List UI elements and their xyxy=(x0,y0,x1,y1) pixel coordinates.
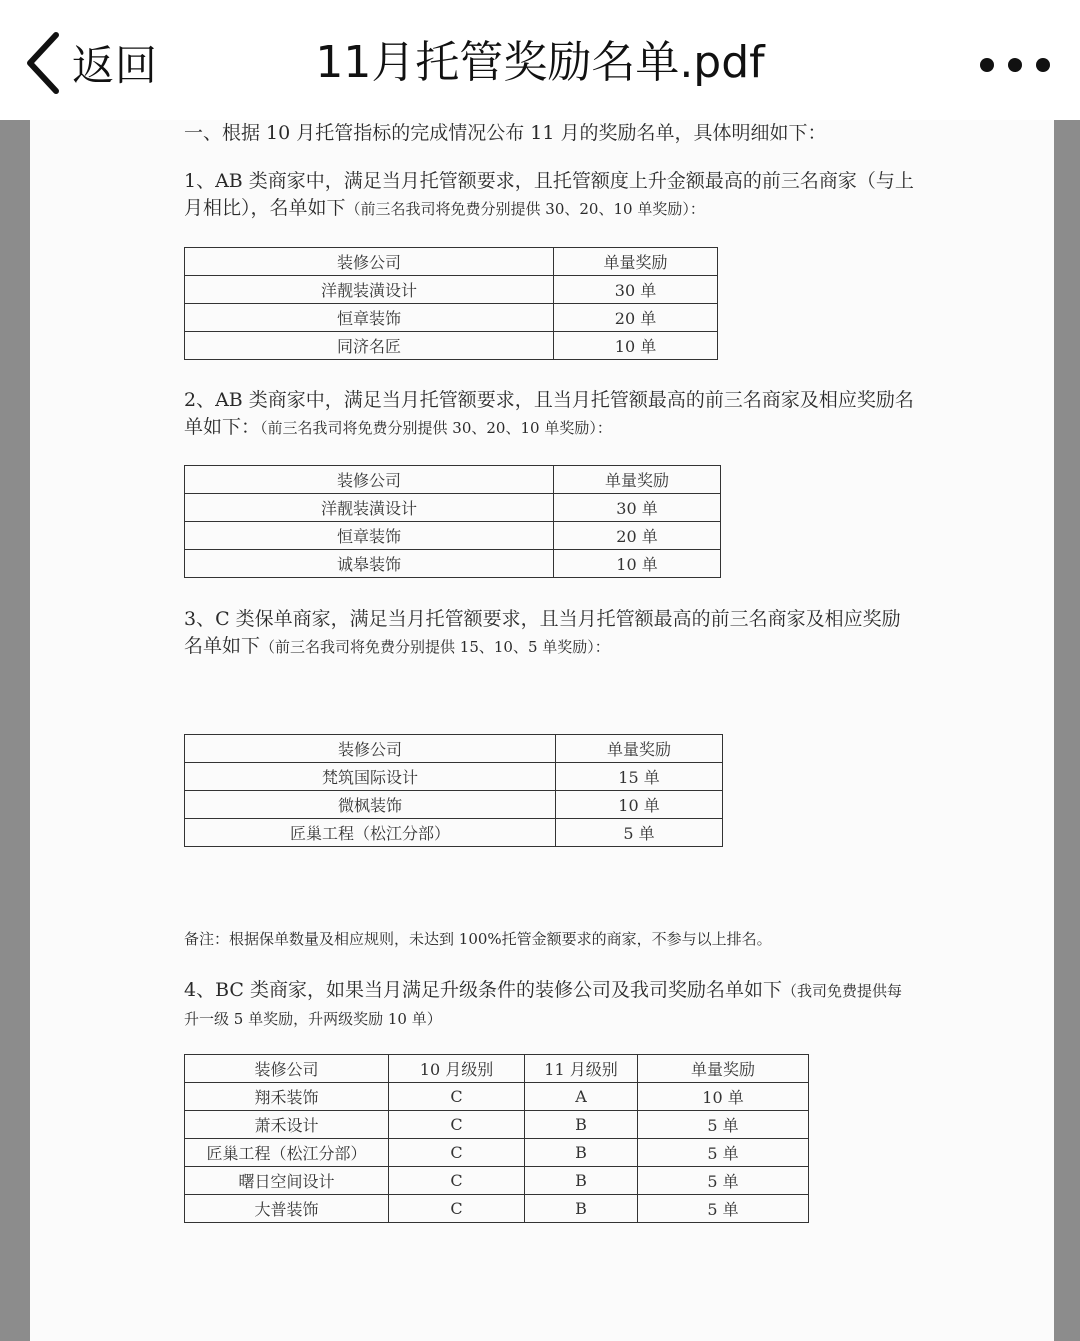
company-cell: 同济名匠 xyxy=(185,332,554,360)
company-cell: 诚皋装饰 xyxy=(185,550,554,578)
intro-paragraph: 一、根据 10 月托管指标的完成情况公布 11 月的奖励名单，具体明细如下： xyxy=(184,122,827,144)
table-row xyxy=(185,791,723,819)
pdf-page xyxy=(30,120,1054,1341)
reward-cell: 5 单 xyxy=(638,1139,809,1167)
reward-cell: 5 单 xyxy=(638,1111,809,1139)
nov-level-cell: B xyxy=(525,1195,638,1223)
oct-level-cell: C xyxy=(389,1111,525,1139)
reward-cell: 5 单 xyxy=(638,1167,809,1195)
nov-level-cell: B xyxy=(525,1111,638,1139)
pdf-viewer[interactable] xyxy=(0,120,1080,1341)
page-title: 11月托管奖励名单.pdf xyxy=(315,37,765,88)
table-row xyxy=(185,332,718,360)
oct-level-cell: C xyxy=(389,1139,525,1167)
header-cell: 装修公司 xyxy=(185,1055,389,1083)
company-cell: 微枫装饰 xyxy=(185,791,556,819)
company-cell: 恒章装饰 xyxy=(185,522,554,550)
oct-level-cell: C xyxy=(389,1195,525,1223)
reward-cell: 10 单 xyxy=(556,791,723,819)
section1-note: （前三名我司将免费分别提供 30、20、10 单奖励）： xyxy=(345,200,705,218)
header-cell: 11 月级别 xyxy=(525,1055,638,1083)
table-header-row xyxy=(185,735,723,763)
table-row xyxy=(185,1167,809,1195)
section2-text: 2、AB 类商家中，满足当月托管额要求，且当月托管额最高的前三名商家及相应奖励名单如下： xyxy=(184,389,914,438)
table-row xyxy=(185,494,721,522)
chevron-left-icon xyxy=(22,31,66,95)
table-c-top xyxy=(184,734,723,847)
reward-cell: 5 单 xyxy=(556,819,723,847)
table-ab-rise xyxy=(184,247,718,360)
section3-text: 3、C 类保单商家，满足当月托管额要求，且当月托管额最高的前三名商家及相应奖励名单如下 xyxy=(184,608,901,657)
header-cell: 装修公司 xyxy=(185,248,554,276)
nov-level-cell: B xyxy=(525,1139,638,1167)
reward-cell: 30 单 xyxy=(554,276,718,304)
header-cell: 装修公司 xyxy=(185,735,556,763)
back-button[interactable] xyxy=(22,28,158,98)
reward-cell: 10 单 xyxy=(554,550,721,578)
nov-level-cell: A xyxy=(525,1083,638,1111)
table-row xyxy=(185,763,723,791)
section2-note: （前三名我司将免费分别提供 30、20、10 单奖励）： xyxy=(260,419,612,437)
oct-level-cell: C xyxy=(389,1083,525,1111)
section4-text: 4、BC 类商家，如果当月满足升级条件的装修公司及我司奖励名单如下 xyxy=(184,979,782,1001)
section4-paragraph xyxy=(184,977,914,1033)
table-row xyxy=(185,1139,809,1167)
section3-paragraph xyxy=(184,606,914,661)
header-cell: 单量奖励 xyxy=(554,466,721,494)
table-row xyxy=(185,1083,809,1111)
remark-text: 备注：根据保单数量及相应规则，未达到 100%托管金额要求的商家，不参与以上排名。 xyxy=(184,930,772,948)
more-icon-dot xyxy=(1036,58,1050,72)
company-cell: 洋靓装潢设计 xyxy=(185,494,554,522)
company-cell: 恒章装饰 xyxy=(185,304,554,332)
section2-paragraph xyxy=(184,387,914,442)
reward-cell: 20 单 xyxy=(554,304,718,332)
company-cell: 曙日空间设计 xyxy=(185,1167,389,1195)
company-cell: 翔禾装饰 xyxy=(185,1083,389,1111)
table-header-row xyxy=(185,1055,809,1083)
section1-paragraph xyxy=(184,168,914,223)
table-row xyxy=(185,276,718,304)
reward-cell: 30 单 xyxy=(554,494,721,522)
header-cell: 单量奖励 xyxy=(554,248,718,276)
nov-level-cell: B xyxy=(525,1167,638,1195)
back-label: 返回 xyxy=(72,41,159,90)
oct-level-cell: C xyxy=(389,1167,525,1195)
more-icon-dot xyxy=(980,58,994,72)
top-navigation-bar xyxy=(0,0,1080,120)
table-header-row xyxy=(185,248,718,276)
section4-note: （我司免费提供每升一级 5 单奖励，升两级奖励 10 单） xyxy=(184,982,902,1028)
reward-cell: 5 单 xyxy=(638,1195,809,1223)
table-ab-top xyxy=(184,465,721,578)
table-row xyxy=(185,522,721,550)
table-row xyxy=(185,1195,809,1223)
table-bc-upgrade xyxy=(184,1054,809,1223)
more-icon-dot xyxy=(1008,58,1022,72)
header-cell: 装修公司 xyxy=(185,466,554,494)
reward-cell: 10 单 xyxy=(554,332,718,360)
table-header-row xyxy=(185,466,721,494)
reward-cell: 20 单 xyxy=(554,522,721,550)
company-cell: 梵筑国际设计 xyxy=(185,763,556,791)
table-row xyxy=(185,550,721,578)
section1-text: 1、AB 类商家中，满足当月托管额要求，且托管额度上升金额最高的前三名商家（与上月相比），名单如下 xyxy=(184,170,914,219)
header-cell: 单量奖励 xyxy=(556,735,723,763)
company-cell: 大普装饰 xyxy=(185,1195,389,1223)
company-cell: 匠巢工程（松江分部） xyxy=(185,819,556,847)
section3-note: （前三名我司将免费分别提供 15、10、5 单奖励）： xyxy=(260,638,610,656)
header-cell: 10 月级别 xyxy=(389,1055,525,1083)
company-cell: 洋靓装潢设计 xyxy=(185,276,554,304)
reward-cell: 15 单 xyxy=(556,763,723,791)
table-row xyxy=(185,1111,809,1139)
reward-cell: 10 单 xyxy=(638,1083,809,1111)
table-row xyxy=(185,304,718,332)
more-options-button[interactable] xyxy=(980,48,1050,82)
company-cell: 匠巢工程（松江分部） xyxy=(185,1139,389,1167)
table-row xyxy=(185,819,723,847)
header-cell: 单量奖励 xyxy=(638,1055,809,1083)
company-cell: 萧禾设计 xyxy=(185,1111,389,1139)
